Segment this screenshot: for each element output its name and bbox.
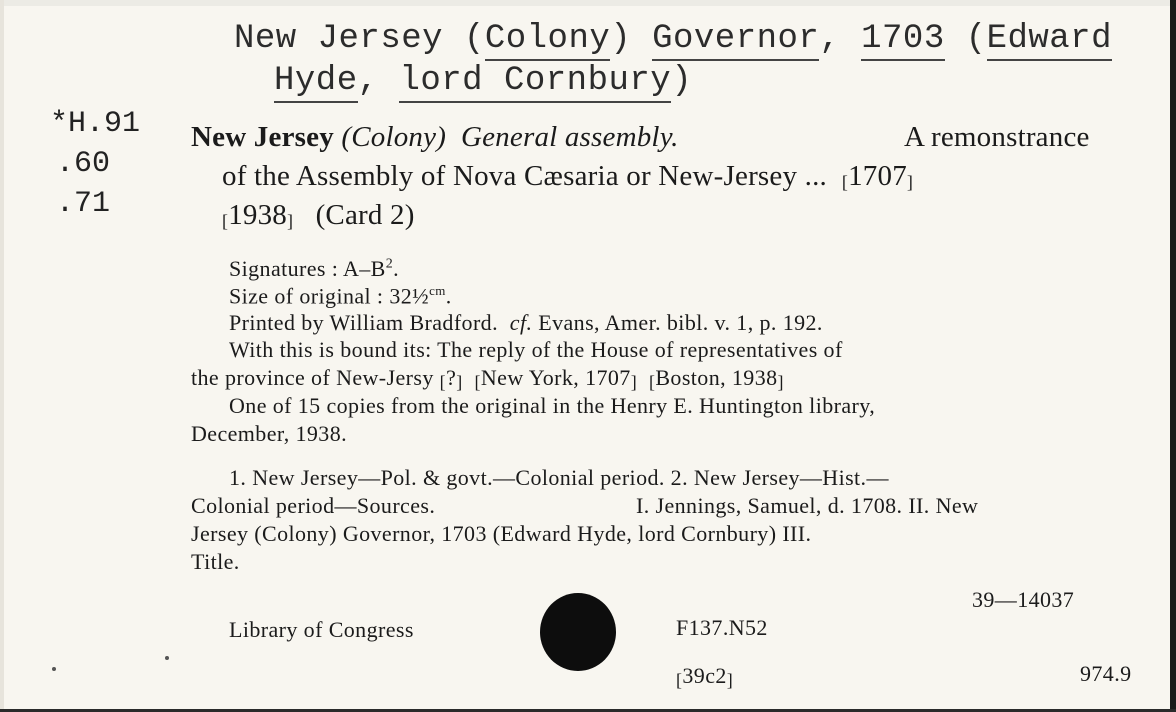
typed-underlined-hyde: Hyde <box>274 62 358 103</box>
card-right-edge <box>1170 0 1176 712</box>
note-copies-line1: One of 15 copies from the original in the Henry E. Huntington library, <box>229 393 876 418</box>
dewey-number: 974.9 <box>1080 661 1132 686</box>
note-bound-line2: the province of New-Jersy [?] [New York, 1707] [Boston, 1938] <box>191 365 784 392</box>
entry-date: 1707 <box>848 160 907 192</box>
typed-text: , <box>357 62 400 100</box>
note-text: . <box>393 256 400 281</box>
typed-heading-line1 <box>234 20 1112 58</box>
note-text: ? <box>446 365 457 390</box>
typed-text: , <box>819 20 862 58</box>
punch-hole <box>540 593 616 671</box>
entry-card-number: (Card 2) <box>315 199 415 231</box>
typed-text: New Jersey ( <box>234 20 485 58</box>
typed-text: ( <box>944 20 987 58</box>
note-text: New York, 1707 <box>480 365 631 390</box>
note-text: Evans, Amer. bibl. v. 1, p. 192. <box>538 310 823 335</box>
entry-title-line3: [1938] (Card 2) <box>222 199 415 231</box>
card-number: 39—14037 <box>972 587 1075 612</box>
note-fraction: ½ <box>412 283 430 309</box>
note-copies-line2: December, 1938. <box>191 421 348 446</box>
note-text: Boston, 1938 <box>655 365 778 390</box>
printing-code-text: 39c2 <box>682 663 727 688</box>
note-bound-line1: With this is bound its: The reply of the House of representatives of <box>229 337 843 362</box>
typed-text: ) <box>671 62 693 100</box>
typed-underlined-edward: Edward <box>987 20 1112 61</box>
tracing-line1: 1. New Jersey—Pol. & govt.—Colonial period. 2. New Jersey—Hist.— <box>229 465 889 490</box>
note-signatures <box>229 256 399 282</box>
note-sup: 2 <box>385 256 394 272</box>
note-text: . <box>445 283 452 309</box>
note-text: Size of original : 32 <box>229 283 413 309</box>
entry-author: New Jersey <box>191 121 334 153</box>
note-text: the province of New-Jersy <box>191 365 434 390</box>
entry-title-text: of the Assembly of Nova Cæsaria or New-Jersey ... <box>222 160 827 192</box>
speck <box>52 667 56 671</box>
card-top-edge <box>0 0 1176 6</box>
main-entry-heading <box>191 121 679 154</box>
note-printed <box>229 310 823 336</box>
call-number-line: .60 <box>56 147 111 181</box>
note-size <box>229 283 452 309</box>
typed-heading-line2 <box>274 62 692 100</box>
typed-underlined-year: 1703 <box>861 20 945 61</box>
note-cf: cf. <box>509 310 533 335</box>
typed-underlined-lord: lord Cornbury <box>399 62 671 103</box>
tracing-line2b: I. Jennings, Samuel, d. 1708. II. New <box>636 493 979 518</box>
entry-reprint-date: 1938 <box>228 199 288 231</box>
typed-underlined-governor: Governor <box>652 20 819 61</box>
note-unit: cm <box>429 283 446 298</box>
entry-author-subdivision: General assembly. <box>460 121 679 153</box>
printing-code: [39c2] <box>676 663 734 690</box>
lc-class-number: F137.N52 <box>676 615 768 640</box>
library-name: Library of Congress <box>229 617 414 642</box>
card-left-edge <box>0 0 4 712</box>
note-text: Signatures : A–B <box>229 256 386 281</box>
tracing-line2a: Colonial period—Sources. <box>191 493 436 518</box>
entry-title-line2: of the Assembly of Nova Cæsaria or New-Jersey ... [1707] <box>222 160 914 192</box>
entry-title-start: A remonstrance <box>904 121 1090 153</box>
entry-author-colony: (Colony) <box>341 121 447 153</box>
call-number-line: .71 <box>56 187 111 221</box>
typed-underlined-colony: Colony <box>485 20 610 61</box>
tracing-line4: Title. <box>191 549 240 574</box>
note-text: Printed by William Bradford. <box>229 310 498 335</box>
call-number-line: *H.91 <box>50 107 141 141</box>
speck <box>165 656 169 660</box>
tracing-line3: Jersey (Colony) Governor, 1703 (Edward Hyde, lord Cornbury) III. <box>191 521 812 546</box>
typed-text: ) <box>610 20 653 58</box>
